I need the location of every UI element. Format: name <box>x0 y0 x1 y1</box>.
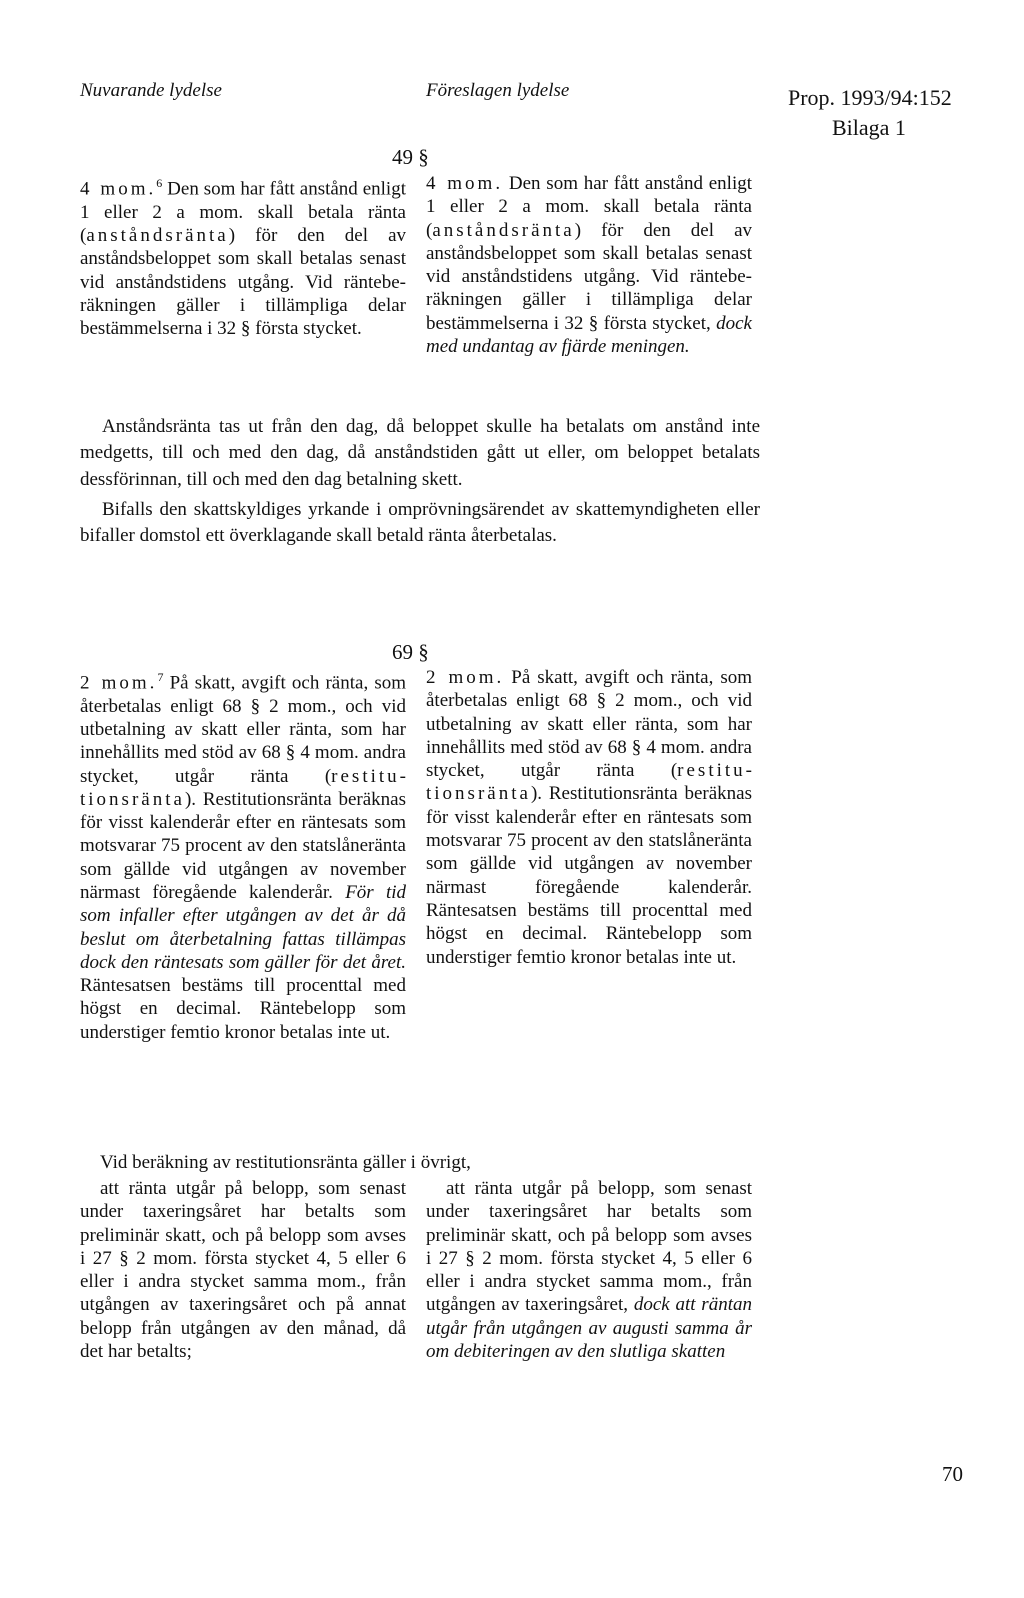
section-69-proposed-text <box>426 666 752 969</box>
section-49-current-text <box>80 172 406 340</box>
section-69-shared-line: Vid beräkning av restitutionsränta gäller i övrigt, <box>100 1152 471 1173</box>
prop-number: Prop. 1993/94:152 <box>788 85 952 110</box>
prop-reference <box>788 83 952 143</box>
mom-label: 2 mom. <box>80 672 158 694</box>
mom-label: 2 mom. <box>426 667 505 688</box>
section-49-heading: 49 § <box>392 145 429 169</box>
paragraph-interest-period: Anståndsränta tas ut från den dag, då beloppet skulle ha betalats om anstånd inte medgetts, till och med den dag, då anståndstiden gått ut eller, om beloppet betalats dessförinnan, till och med den dag betalning skett. <box>80 416 760 490</box>
italic-amendment: dock att räntan utgår från utgången av augusti samma år om debiteringen av den slutliga skatten <box>426 1294 752 1363</box>
text: ). Restitutionsränta beräknas för visst kalenderår efter en räntesats som motsvarar 75 procent av den statslåneränta som gällde vid utgången av november närmast föregående kalenderår. Räntesatsen bestäms till procenttal med högst en decimal. Räntebelopp som understiger femtio kronor betalas inte ut. <box>426 783 752 968</box>
footnote-marker: 7 <box>157 670 164 684</box>
page-number: 70 <box>942 1462 963 1486</box>
footnote-marker: 6 <box>156 176 163 190</box>
mom-label: 4 mom. <box>80 178 157 200</box>
section-69-heading: 69 § <box>392 640 429 664</box>
header-proposed-wording: Föreslagen lydelse <box>426 80 570 101</box>
text: Den som har fått anstånd enligt 1 eller 2 a mom. skall betala ränta ( <box>80 178 406 246</box>
section-49-proposed-text <box>426 172 752 358</box>
text: ) för den del av anståndsbeloppet som skall betalas senast vid anståndstidens utgång. Vid ränteberäkningen gäller i tillämpliga delar bestämmelserna i 32 § första stycket, <box>426 219 752 334</box>
section-49-common-text <box>80 414 760 549</box>
header-current-wording: Nuvarande lydelse <box>80 80 222 101</box>
text: På skatt, avgift och ränta, som återbetalas enligt 68 § 2 mom., och vid utbetalning av skatt eller ränta, som har innehållits med stöd av 68 § 4 mom. andra stycket, utgår ränta ( <box>80 672 406 787</box>
paragraph: att ränta utgår på belopp, som senast under taxeringsåret har betalts som preliminär skatt, och på belopp som avses i 27 § 2 mom. första stycket 4, 5 eller 6 eller i andra stycket samma mom., från utgången av taxeringsåret och på annat belopp från utgången av den månad, då det har betalts; <box>80 1178 406 1363</box>
text: På skatt, avgift och ränta, som återbetalas enligt 68 § 2 mom., och vid utbetalning av skatt eller ränta, som har innehållits med stöd av 68 § 4 mom. andra stycket, utgår ränta ( <box>426 667 752 782</box>
italic-amendment: dock med undantag av fjärde meningen. <box>426 312 752 358</box>
text: att ränta utgår på belopp, som senast under taxeringsåret har betalts som preliminär skatt, och på belopp som avses i 27 § 2 mom. första stycket 4, 5 eller 6 eller i andra stycket samma mom., från utgången av taxeringsåret, <box>426 1178 752 1316</box>
term: anståndsränta <box>86 224 229 246</box>
italic-removed-sentence: För tid som infaller efter utgången av det år då beslut om återbetalning fattas tillämpas dock den räntesats som gäller för det året. <box>80 882 407 973</box>
term: anståndsränta <box>432 219 575 241</box>
section-69-current-text <box>80 666 406 1044</box>
paragraph-refund: Bifalls den skattskyldiges yrkande i omprövningsärendet av skattemyndigheten eller bifaller domstol ett överklagande skall betald ränta återbetalas. <box>80 498 760 547</box>
term: restitutionsränta <box>426 760 752 805</box>
appendix-label: Bilaga 1 <box>832 115 906 140</box>
text: ) för den del av anståndsbeloppet som skall betalas senast vid anståndstidens utgång. Vid ränteberäkningen gäller i tillämpliga delar bestämmelserna i 32 § första stycket. <box>80 224 406 340</box>
text: ). Restitutionsränta beräknas för visst kalenderår efter en räntesats som motsvarar 75 procent av den statslåneränta som gällde vid utgången av november närmast föregående kalenderår. <box>80 788 406 903</box>
text: Räntesatsen bestäms till procenttal med högst en decimal. Räntebelopp som understiger femtio kronor betalas inte ut. <box>80 975 406 1043</box>
mom-label: 4 mom. <box>426 173 504 194</box>
section-69-current-text-2 <box>80 1177 406 1363</box>
text: Den som har fått anstånd enligt 1 eller 2 a mom. skall betala ränta ( <box>426 173 752 241</box>
section-69-proposed-text-2 <box>426 1177 752 1363</box>
term: restitutionsränta <box>80 765 406 810</box>
